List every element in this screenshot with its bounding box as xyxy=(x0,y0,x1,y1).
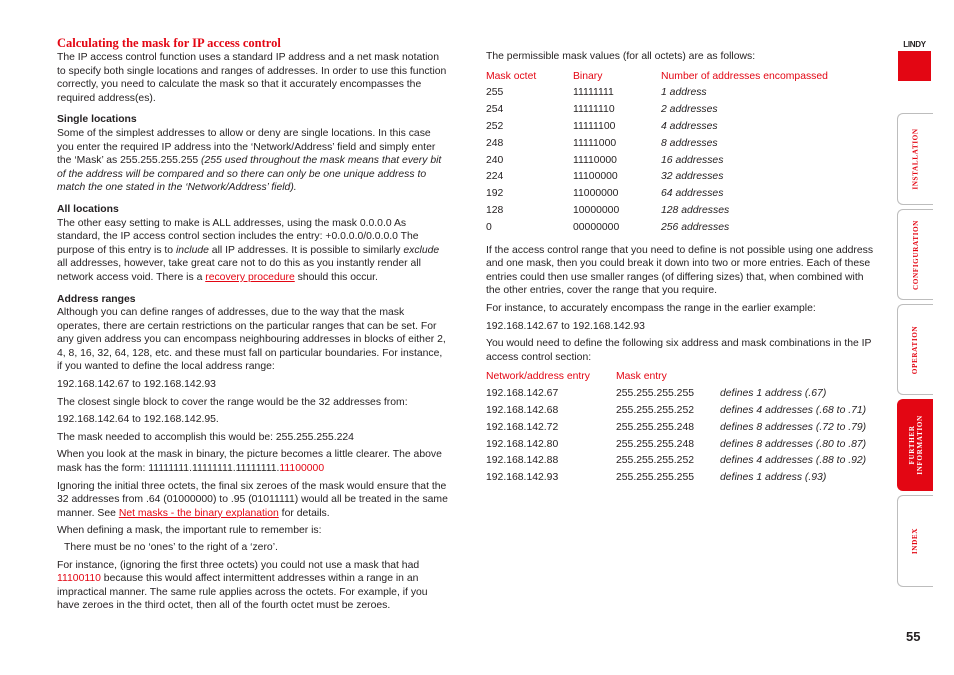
address-ranges-heading: Address ranges xyxy=(57,293,136,305)
single-locations-heading: Single locations xyxy=(57,114,137,126)
table-row: 255 11111111 1 address xyxy=(486,87,707,99)
logo-red-square xyxy=(898,51,931,81)
ignoring-paragraph: Ignoring the initial three octets, the final six zeroes of the mask would ensure that the 32 addresses from .64 (01000000) to .95 (01011111) would all be treated in the same manner. See Net masks - the binary explanation for details. xyxy=(57,480,448,519)
tab-label: CONFIGURATION xyxy=(911,219,920,290)
logo-text: LINDY xyxy=(903,40,926,49)
table-header: Mask entry xyxy=(616,371,667,383)
all-locations-heading: All locations xyxy=(57,203,119,215)
right-column xyxy=(486,50,878,488)
mask-needed-text: The mask needed to accomplish this would be: 255.255.255.224 xyxy=(57,431,354,443)
table-header: Mask octet xyxy=(486,70,537,82)
table-row: 252 11111100 4 addresses xyxy=(486,120,718,132)
tab-further-information[interactable] xyxy=(897,399,933,491)
table-row: 192.168.142.68 255.255.255.252 defines 4 addresses (.68 to .71) xyxy=(486,404,867,416)
intro-paragraph: The IP access control function uses a standard IP address and a net mask notation to specify both single locations and ranges of addresses. In order to use this function correctly, you need to calculate the mask so that it accurately encompasses the required address(es). xyxy=(57,52,447,104)
tab-label: OPERATION xyxy=(911,325,920,374)
table-header: Binary xyxy=(573,70,603,82)
table-row: 192 11000000 64 addresses xyxy=(486,188,724,200)
break-down-paragraph: If the access control range that you need to define is not possible using one address and one mask, then you could break it down into two or more entries. Each of these entries could then use smaller ranges (of differing sizes) that, when combined with the other entries, cover the range that you require. xyxy=(486,244,874,297)
table-row: 128 10000000 128 addresses xyxy=(486,204,730,216)
table-row: 0 00000000 256 addresses xyxy=(486,221,730,233)
instance-paragraph: For instance, (ignoring the first three octets) you could not use a mask that had 11100110 because this would affect intermittent addresses within a range in an impractical manner. The same rule applies across the octets. For example, if you have zeroes in the third octet, then all of the fourth octet must be zeroes. xyxy=(57,559,428,612)
rule-intro: When defining a mask, the important rule to remember is: xyxy=(57,525,322,537)
tab-configuration[interactable] xyxy=(897,209,933,300)
table-row: 192.168.142.72 255.255.255.248 defines 8 addresses (.72 to .79) xyxy=(486,421,867,433)
tab-label: FURTHER INFORMATION xyxy=(907,415,924,475)
table-row: 240 11110000 16 addresses xyxy=(486,154,724,166)
binary-paragraph: When you look at the mask in binary, the picture becomes a little clearer. The above mask has the form: 11111111.11111111.11111111.11100000 xyxy=(57,449,442,475)
permissible-text: The permissible mask values (for all octets) are as follows: xyxy=(486,51,756,62)
table-row: 192.168.142.88 255.255.255.252 defines 4 addresses (.88 to .92) xyxy=(486,455,867,467)
table-row: 248 11111000 8 addresses xyxy=(486,137,718,149)
tab-label: INSTALLATION xyxy=(911,128,920,190)
table-header-row xyxy=(486,70,828,87)
six-combinations-text: You would need to define the following six address and mask combinations in the IP access control section: xyxy=(486,338,872,363)
tab-label: INDEX xyxy=(911,527,920,555)
table-row: 224 11100000 32 addresses xyxy=(486,171,724,183)
tab-installation[interactable] xyxy=(897,113,933,205)
net-masks-link[interactable]: Net masks - the binary explanation xyxy=(118,507,279,519)
accurate-text: For instance, to accurately encompass the range in the earlier example: xyxy=(486,302,816,314)
recovery-procedure-link[interactable]: recovery procedure xyxy=(205,271,295,283)
page-number: 55 xyxy=(906,629,921,644)
mask-values-table xyxy=(486,70,828,238)
table-header: Network/address entry xyxy=(486,371,590,383)
tab-operation[interactable] xyxy=(897,304,933,395)
table-row: 254 11111110 2 addresses xyxy=(486,104,718,116)
table-header: Number of addresses encompassed xyxy=(661,70,828,82)
all-locations-paragraph: The other easy setting to make is ALL addresses, using the mask 0.0.0.0 As standard, the IP access control section includes the entry: +0.0.0.0/0.0.0.0 The purpose of this entry is to include all IP addresses. It is possible to similarly exclude all addresses, however, take great care not to do this as you instantly render all network access void. There is a recovery procedure should this occur. xyxy=(57,217,440,283)
brand-logo[interactable] xyxy=(898,40,931,81)
block-range: 192.168.142.64 to 192.168.142.95. xyxy=(57,414,219,426)
range-example-right: 192.168.142.67 to 192.168.142.93 xyxy=(486,320,645,332)
mask-rule: There must be no ‘ones’ to the right of a ‘zero’. xyxy=(64,542,278,553)
left-column xyxy=(57,36,449,613)
address-mask-table xyxy=(486,370,866,488)
section-title: Calculating the mask for IP access control xyxy=(57,36,281,50)
single-locations-paragraph: Some of the simplest addresses to allow or deny are single locations. In this case you enter the required IP address into the ‘Network/Address’ field and simply enter the ‘Mask’ as 255.255.255.255 (255 used throughout the mask means that every bit of the address will be compared and so there can only be one unique address to match the one stated in the ‘Network/Address’ field). xyxy=(57,127,442,194)
address-ranges-paragraph: Although you can define ranges of addresses, due to the way that the mask operates, there are certain restrictions on the particular ranges that can be set. For any given address you can encompass neighbouring addresses in blocks of either 2, 4, 8, 16, 32, 64, 128, etc. and these must fall on particular boundaries. For instance, if you wanted to define the local address range: xyxy=(57,307,446,373)
table-row: 192.168.142.93 255.255.255.255 defines 1 address (.93) xyxy=(486,472,827,484)
table-row: 192.168.142.67 255.255.255.255 defines 1 address (.67) xyxy=(486,388,827,400)
range-example: 192.168.142.67 to 192.168.142.93 xyxy=(57,379,216,391)
closest-block-text: The closest single block to cover the range would be the 32 addresses from: xyxy=(57,396,408,408)
tab-index[interactable] xyxy=(897,495,933,587)
table-row: 192.168.142.80 255.255.255.248 defines 8 addresses (.80 to .87) xyxy=(486,438,867,450)
table-header-row xyxy=(486,370,866,387)
